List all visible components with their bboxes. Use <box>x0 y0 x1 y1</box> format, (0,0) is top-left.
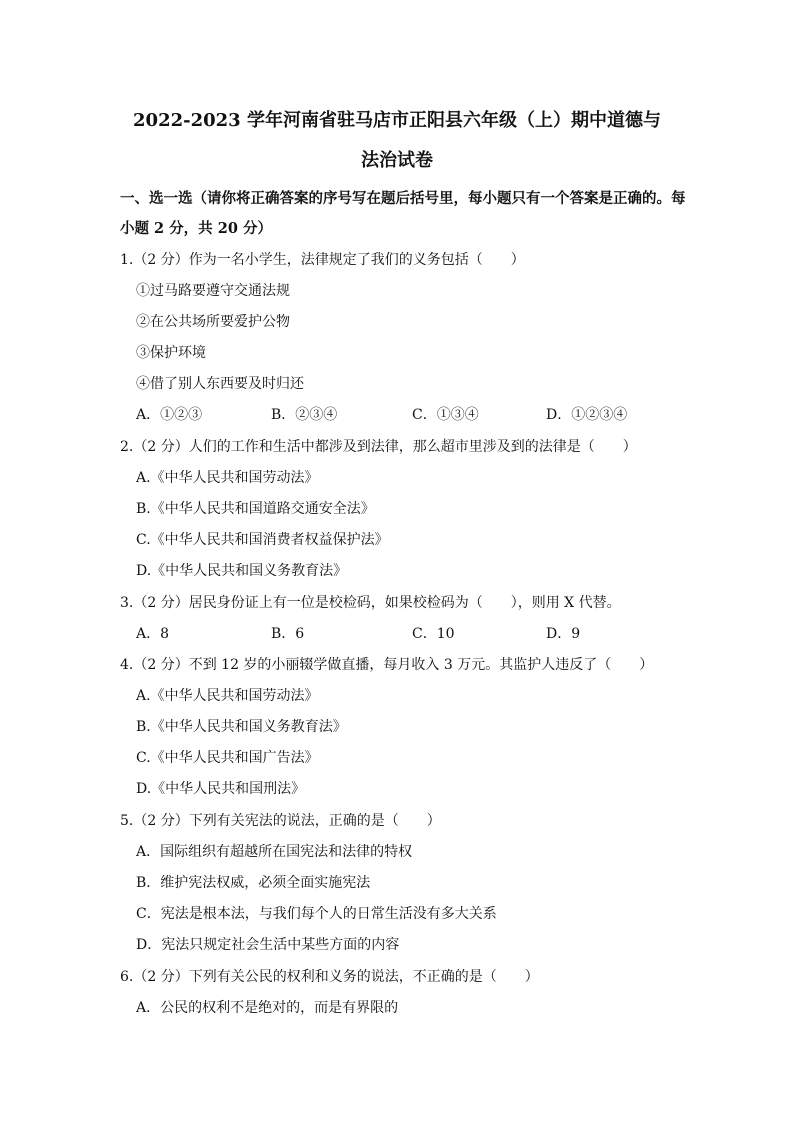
question-stem: 1.（2 分）作为一名小学生，法律规定了我们的义务包括（ ） <box>120 252 525 268</box>
statement-item: ④借了别人东西要及时归还 <box>136 376 304 392</box>
title-line-2: 法治试卷 <box>361 150 433 171</box>
option-a: A.《中华人民共和国劳动法》 <box>136 688 319 704</box>
question-stem: 5.（2 分）下列有关宪法的说法，正确的是（ ） <box>120 813 441 829</box>
option-d: D.《中华人民共和国刑法》 <box>136 781 306 797</box>
option-c: C．①③④ <box>412 407 479 423</box>
option-d: D．①②③④ <box>546 407 628 423</box>
section-heading-line-1: 一、选一选（请你将正确答案的序号写在题后括号里，每小题只有一个答案是正确的。每 <box>120 190 686 207</box>
option-c: C．10 <box>412 626 455 642</box>
option-c: C．宪法是根本法，与我们每个人的日常生活没有多大关系 <box>136 906 497 922</box>
statement-item: ②在公共场所要爱护公物 <box>136 314 290 330</box>
option-a: A．公民的权利不是绝对的，而是有界限的 <box>136 1000 399 1016</box>
option-a: A．①②③ <box>136 407 203 423</box>
option-c: C.《中华人民共和国消费者权益保护法》 <box>136 532 389 548</box>
question-stem: 6.（2 分）下列有关公民的权利和义务的说法，不正确的是（ ） <box>120 969 539 985</box>
option-a: A.《中华人民共和国劳动法》 <box>136 470 319 486</box>
statement-item: ③保护环境 <box>136 345 206 361</box>
option-c: C.《中华人民共和国广告法》 <box>136 750 319 766</box>
option-d: D．9 <box>546 626 581 642</box>
option-b: B．维护宪法权威，必须全面实施宪法 <box>136 875 371 891</box>
option-b: B．6 <box>271 626 305 642</box>
title-line-1: 2022-2023 学年河南省驻马店市正阳县六年级（上）期中道德与 <box>133 110 661 131</box>
option-b: B.《中华人民共和国义务教育法》 <box>136 719 347 735</box>
question-stem: 2.（2 分）人们的工作和生活中都涉及到法律，那么超市里涉及到的法律是（ ） <box>120 439 637 455</box>
section-heading-line-2: 小题 2 分，共 20 分） <box>120 220 272 237</box>
option-a: A．国际组织有超越所在国宪法和法律的特权 <box>136 844 413 860</box>
option-b: B.《中华人民共和国道路交通安全法》 <box>136 501 375 517</box>
statement-item: ①过马路要遵守交通法规 <box>136 283 290 299</box>
option-d: D．宪法只规定社会生活中某些方面的内容 <box>136 937 400 953</box>
question-stem: 4.（2 分）不到 12 岁的小丽辍学做直播，每月收入 3 万元。其监护人违反了（ ） <box>120 657 654 673</box>
option-a: A．8 <box>136 626 170 642</box>
option-b: B．②③④ <box>271 407 338 423</box>
question-stem: 3.（2 分）居民身份证上有一位是校检码，如果校检码为（ ），则用 X 代替。 <box>120 595 621 611</box>
option-d: D.《中华人民共和国义务教育法》 <box>136 563 348 579</box>
